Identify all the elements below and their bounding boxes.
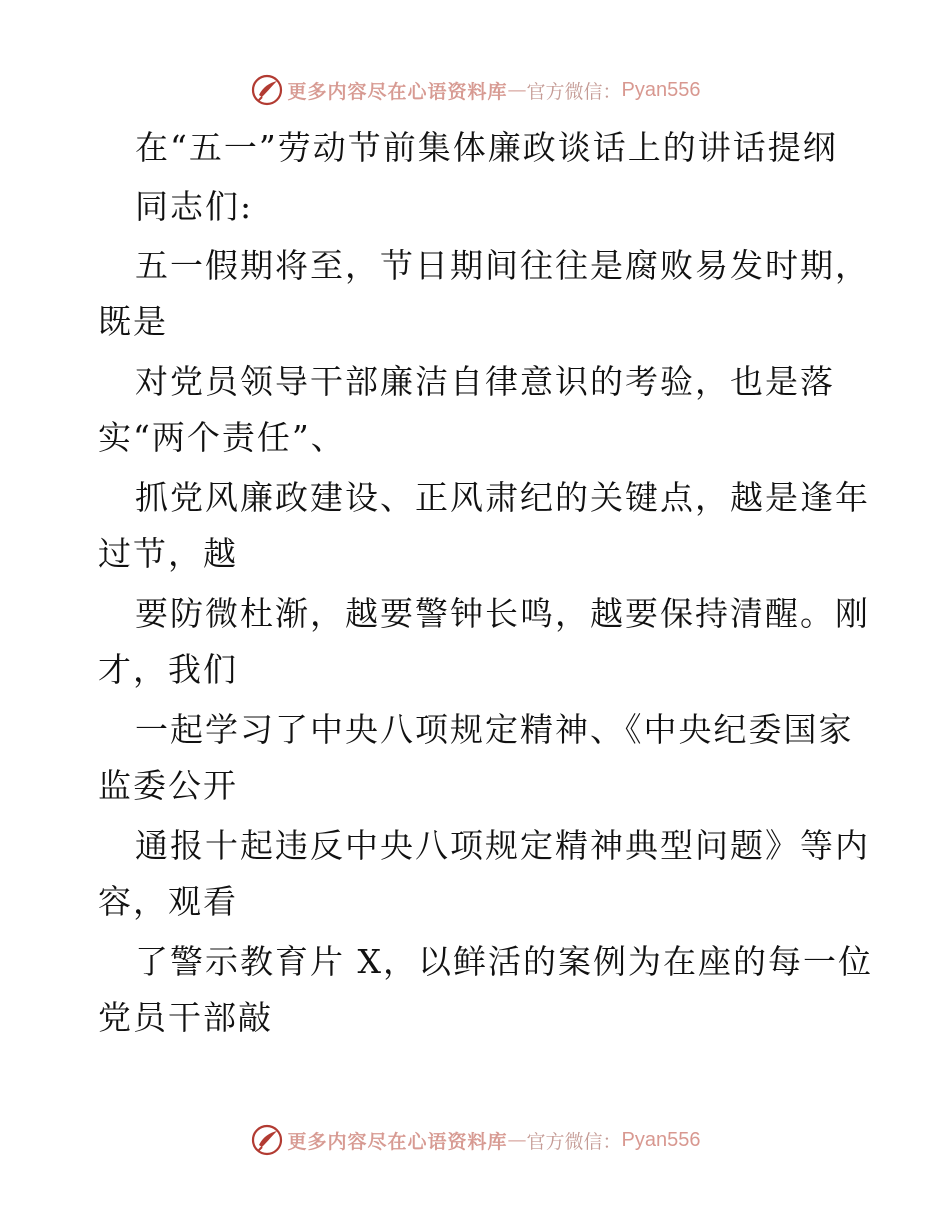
header-site-text: 更多内容尽在心语资料库 [287, 80, 508, 103]
paragraph-line: 过节，越 [98, 534, 238, 573]
paragraph-line: 容，观看 [98, 882, 238, 921]
paragraph-line: 党员干部敲 [98, 998, 273, 1037]
paragraph-line: 了警示教育片 X，以鲜活的案例为在座的每一位 [135, 942, 873, 981]
document-title: 在“五一”劳动节前集体廉政谈话上的讲话提纲 [135, 128, 838, 167]
paragraph-line: 实“两个责任”、 [98, 418, 346, 457]
footer-separator: — [507, 1129, 527, 1151]
footer-wechat-label: 官方微信： [526, 1130, 622, 1153]
footer-watermark-banner [0, 1120, 950, 1160]
header-separator: — [507, 79, 527, 101]
paragraph-line: 通报十起违反中央八项规定精神典型问题》等内 [135, 826, 870, 865]
paragraph-line: 才，我们 [98, 650, 238, 689]
paragraph-line: 监委公开 [98, 766, 238, 805]
header-wechat-label: 官方微信： [526, 80, 622, 103]
paragraph-line: 抓党风廉政建设、正风肃纪的关键点，越是逢年 [135, 478, 870, 517]
pen-logo-icon [250, 1123, 284, 1157]
header-wechat-id: Pyan556 [621, 78, 701, 101]
paragraph-line: 一起学习了中央八项规定精神、《中央纪委国家 [135, 710, 854, 749]
footer-wechat-id: Pyan556 [621, 1128, 701, 1151]
paragraph-line: 要防微杜渐，越要警钟长鸣，越要保持清醒。刚 [135, 594, 870, 633]
paragraph-line: 对党员领导干部廉洁自律意识的考验，也是落 [135, 362, 835, 401]
paragraph-line: 既是 [98, 302, 168, 341]
paragraph-line: 五一假期将至，节日期间往往是腐败易发时期， [135, 246, 870, 285]
footer-site-text: 更多内容尽在心语资料库 [287, 1130, 508, 1153]
salutation: 同志们: [135, 187, 254, 226]
